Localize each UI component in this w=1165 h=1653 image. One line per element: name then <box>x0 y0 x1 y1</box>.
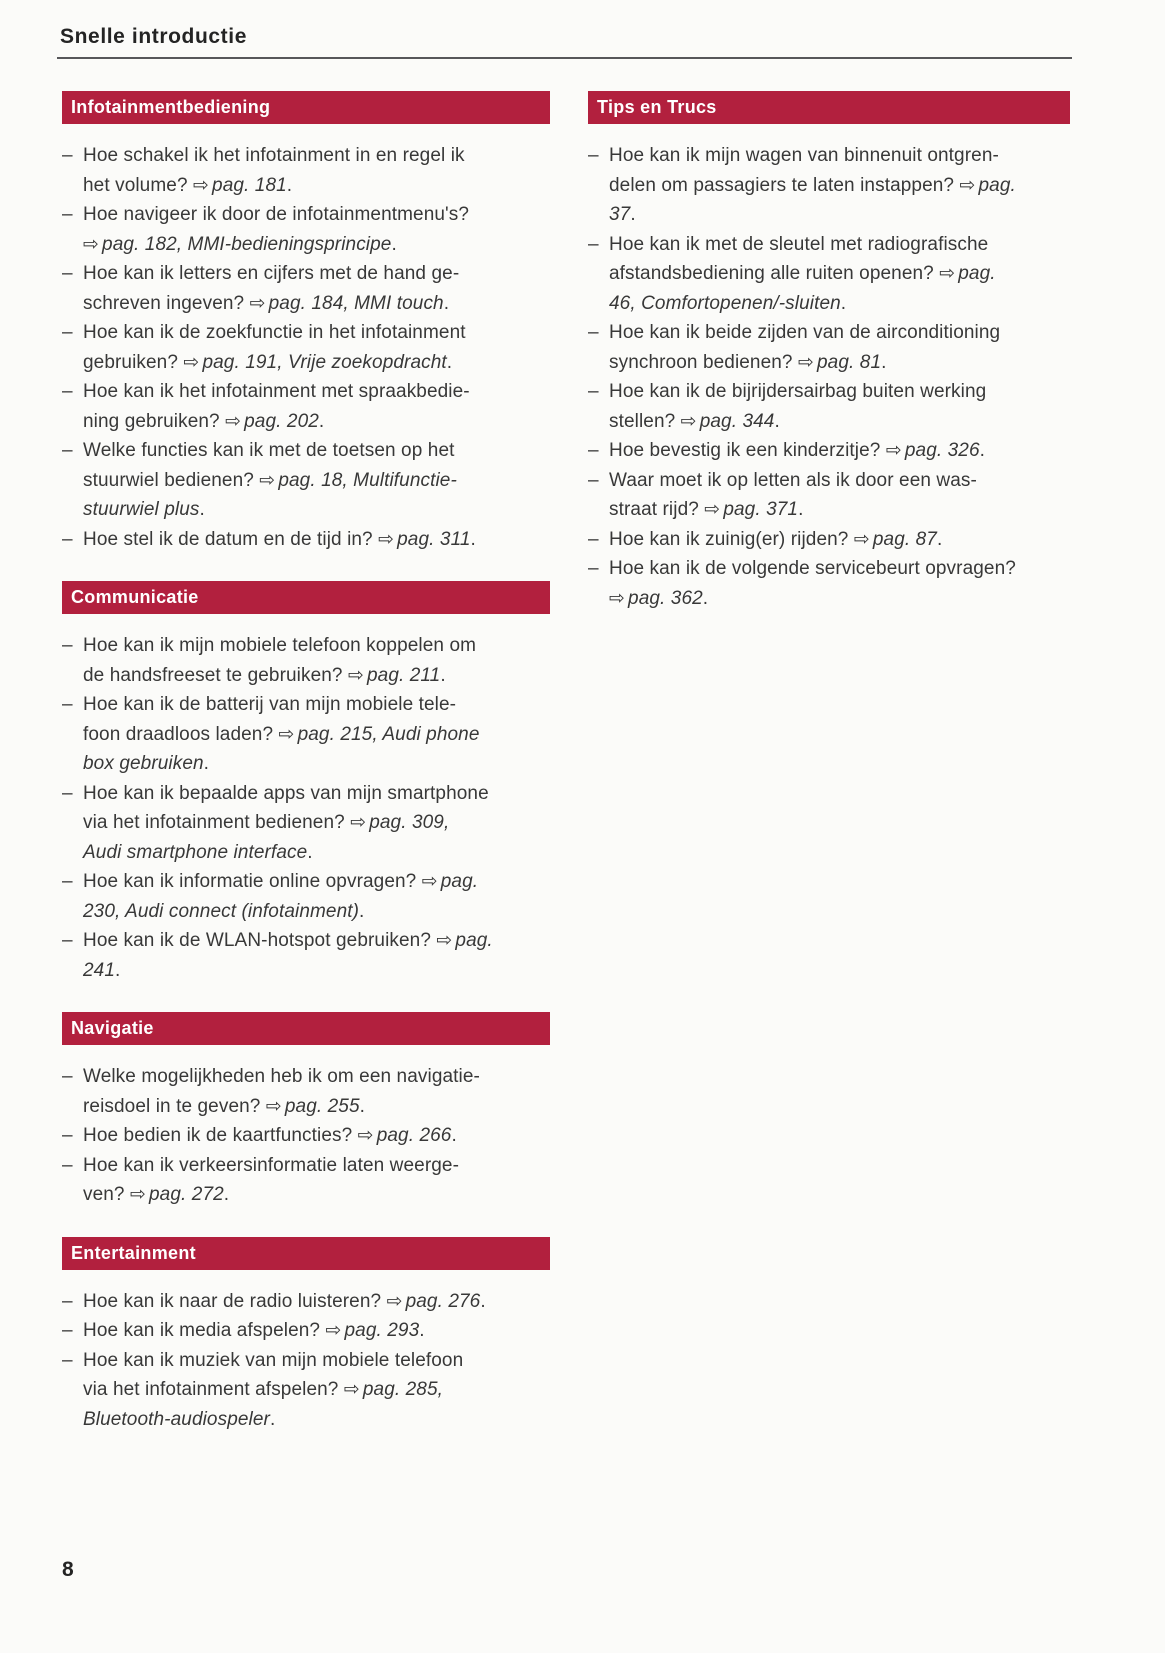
page-ref: pag. 293 <box>344 1320 420 1341</box>
item-line <box>609 141 1070 171</box>
item-text: Hoe kan ik de zoekfunctie in het infotainment <box>83 322 466 343</box>
toc-item <box>62 377 550 436</box>
toc-section <box>62 581 550 985</box>
item-text: gebruiken? <box>83 351 184 373</box>
item-text: via het infotainment bedienen? <box>83 812 351 833</box>
item-line <box>609 230 1070 260</box>
item-text: het volume? <box>83 174 193 196</box>
item-line <box>83 838 550 868</box>
item-line <box>83 897 550 927</box>
page-ref: box gebruiken <box>83 753 204 774</box>
item-bullet: – <box>62 1154 73 1176</box>
item-text: Hoe kan ik de bijrijdersairbag buiten werking <box>609 381 987 402</box>
item-text: de handsfreeset te gebruiken? <box>83 664 348 686</box>
item-line <box>83 230 550 260</box>
item-text: . <box>286 174 293 196</box>
item-line <box>83 200 550 230</box>
item-text: Hoe bedien ik de kaartfuncties? <box>83 1125 358 1146</box>
item-text: stuurwiel bedienen? <box>83 469 260 491</box>
item-text: . <box>440 664 446 686</box>
item-bullet: – <box>62 528 73 550</box>
item-line <box>609 584 1070 614</box>
page-ref: 37 <box>609 204 631 225</box>
toc-item <box>62 1151 550 1210</box>
toc-item <box>62 318 550 377</box>
page-ref: pag. 309, <box>369 812 450 833</box>
item-line <box>609 525 1070 555</box>
page-ref: Bluetooth-audiospeler <box>83 1408 270 1430</box>
item-line <box>83 808 550 838</box>
toc-item <box>62 1346 550 1435</box>
item-text: . <box>203 753 210 774</box>
toc-item <box>588 436 1070 466</box>
item-text: Hoe kan ik zuinig(er) rijden? <box>609 528 854 550</box>
page-ref-arrow-icon: ⇨ <box>225 409 242 432</box>
page-ref-arrow-icon: ⇨ <box>278 722 295 745</box>
toc-item <box>62 525 550 555</box>
page-ref: pag. 184, MMI touch <box>268 292 444 314</box>
item-line <box>83 377 550 407</box>
item-text: Welke functies kan ik met de toetsen op het <box>83 440 455 461</box>
item-text: . <box>318 410 325 432</box>
toc-list <box>62 631 550 985</box>
page-ref: pag. 255 <box>284 1095 360 1117</box>
page-ref: pag. 266 <box>376 1125 452 1146</box>
item-text: Hoe kan ik mijn mobiele telefoon koppelen om <box>83 635 477 656</box>
item-line <box>609 377 1070 407</box>
item-text: Hoe kan ik mijn wagen van binnenuit ontgren- <box>609 145 999 166</box>
toc-section <box>588 91 1070 613</box>
item-text: Hoe stel ik de datum en de tijd in? <box>83 528 379 550</box>
item-text: . <box>979 440 986 461</box>
item-text: foon draadloos laden? <box>83 723 279 745</box>
item-line <box>83 1151 550 1181</box>
item-text: stellen? <box>609 410 681 432</box>
item-line <box>83 1375 550 1405</box>
item-text: Hoe kan ik letters en cijfers met de hand ge- <box>83 263 460 284</box>
item-line <box>83 466 550 496</box>
item-text: . <box>419 1320 425 1341</box>
page-ref: pag. 81 <box>817 351 882 373</box>
item-bullet: – <box>62 381 73 402</box>
page-ref-arrow-icon: ⇨ <box>378 527 395 550</box>
item-text: Hoe navigeer ik door de infotainmentmenu's? <box>83 204 470 225</box>
page-ref: pag. <box>455 930 493 951</box>
item-line <box>83 407 550 437</box>
item-text: Waar moet ik op letten als ik door een was- <box>609 469 977 491</box>
item-bullet: – <box>62 1125 73 1146</box>
page-ref-arrow-icon: ⇨ <box>853 527 870 550</box>
item-text: straat rijd? <box>609 499 705 520</box>
item-text: Hoe kan ik beide zijden van de airconditioning <box>609 322 1001 343</box>
item-bullet: – <box>62 1290 73 1312</box>
item-line <box>83 1062 550 1092</box>
item-text: . <box>630 204 636 225</box>
item-line <box>83 867 550 897</box>
item-bullet: – <box>62 145 73 166</box>
item-line <box>83 779 550 809</box>
item-text: . <box>269 1408 276 1430</box>
item-text: . <box>223 1184 230 1205</box>
section-header-bar <box>62 91 550 124</box>
item-line <box>83 1287 550 1317</box>
toc-item <box>62 1316 550 1346</box>
item-text: Hoe kan ik de batterij van mijn mobiele tele- <box>83 694 457 715</box>
item-bullet: – <box>62 1066 73 1087</box>
page-ref: pag. 211 <box>367 664 441 686</box>
item-bullet: – <box>588 233 599 255</box>
item-text: . <box>446 351 453 373</box>
page-ref: 46, Comfortopenen/-sluiten <box>609 292 841 314</box>
page-ref: pag. 191, Vrije zoekopdracht <box>202 351 447 373</box>
toc-item <box>62 1062 550 1121</box>
page-ref-arrow-icon: ⇨ <box>885 439 902 461</box>
page-number: 8 <box>62 1558 74 1581</box>
item-bullet: – <box>588 145 599 166</box>
page-ref: pag. 311 <box>397 528 471 550</box>
item-line <box>83 631 550 661</box>
item-text: Hoe kan ik verkeersinformatie laten weerge- <box>83 1154 460 1176</box>
toc-item <box>588 141 1070 230</box>
page-ref: pag. 362 <box>628 587 703 609</box>
toc-item <box>588 525 1070 555</box>
page-ref-arrow-icon: ⇨ <box>436 929 453 951</box>
item-line <box>83 690 550 720</box>
toc-list <box>62 1062 550 1210</box>
page-ref: 230, Audi connect (infotainment) <box>83 900 360 922</box>
toc-item <box>62 436 550 525</box>
item-line <box>609 289 1070 319</box>
item-text: afstandsbediening alle ruiten openen? <box>609 263 940 284</box>
item-bullet: – <box>62 263 73 284</box>
page-ref-arrow-icon: ⇨ <box>704 498 721 520</box>
item-line <box>609 318 1070 348</box>
item-text: Hoe kan ik de volgende servicebeurt opvragen? <box>609 558 1016 579</box>
item-text: . <box>774 410 780 432</box>
item-line <box>83 436 550 466</box>
toc-item <box>62 690 550 779</box>
item-text: . <box>881 351 887 373</box>
section-header-bar <box>588 91 1070 124</box>
page-ref: pag. 326 <box>904 440 980 461</box>
item-text: . <box>936 528 943 550</box>
item-bullet: – <box>588 381 599 402</box>
page-ref: pag. <box>978 174 1016 196</box>
item-line <box>83 525 550 555</box>
item-bullet: – <box>62 1349 73 1371</box>
item-text: reisdoel in te geven? <box>83 1095 266 1117</box>
column-right <box>588 91 1070 613</box>
section-title: Communicatie <box>71 587 199 607</box>
page-ref: pag. 181 <box>212 174 287 196</box>
page-ref: pag. 371 <box>723 499 799 520</box>
item-bullet: – <box>588 322 599 343</box>
page-ref: Audi smartphone interface <box>83 841 308 863</box>
item-text: ning gebruiken? <box>83 410 226 432</box>
page-ref: pag. 272 <box>149 1184 224 1205</box>
item-line <box>83 720 550 750</box>
page-ref-arrow-icon: ⇨ <box>939 262 956 284</box>
item-text: Hoe kan ik informatie online opvragen? <box>83 871 422 892</box>
item-text: . <box>391 233 397 255</box>
item-text: . <box>199 499 205 520</box>
item-text: . <box>115 959 121 981</box>
page-ref: 241 <box>83 959 116 981</box>
toc-item <box>588 230 1070 319</box>
item-line <box>83 1121 550 1151</box>
toc-item <box>62 141 550 200</box>
toc-list <box>62 1287 550 1435</box>
item-line <box>83 956 550 986</box>
section-title: Navigatie <box>71 1018 154 1038</box>
page-ref: stuurwiel plus <box>83 499 200 520</box>
item-text: . <box>470 528 476 550</box>
item-bullet: – <box>62 871 73 892</box>
item-text: Hoe kan ik media afspelen? <box>83 1320 326 1341</box>
toc-section <box>62 91 550 554</box>
item-text: Hoe kan ik de WLAN-hotspot gebruiken? <box>83 930 437 951</box>
page-ref: pag. 344 <box>699 410 775 432</box>
toc-item <box>588 377 1070 436</box>
item-bullet: – <box>588 469 599 491</box>
item-line <box>609 171 1070 201</box>
page-ref-arrow-icon: ⇨ <box>797 350 815 373</box>
item-text: Hoe bevestig ik een kinderzitje? <box>609 440 886 461</box>
page-ref-arrow-icon: ⇨ <box>421 870 438 892</box>
item-line <box>83 1316 550 1346</box>
item-bullet: – <box>62 635 73 656</box>
page-ref-arrow-icon: ⇨ <box>357 1124 374 1146</box>
item-text: . <box>480 1290 486 1312</box>
item-line <box>609 407 1070 437</box>
item-line <box>609 495 1070 525</box>
section-header-bar <box>62 581 550 614</box>
section-title: Tips en Trucs <box>597 97 717 117</box>
item-line <box>609 436 1070 466</box>
item-line <box>83 926 550 956</box>
page-ref-arrow-icon: ⇨ <box>609 586 626 609</box>
item-text: . <box>451 1125 457 1146</box>
toc-section <box>62 1012 550 1210</box>
item-bullet: – <box>62 322 73 343</box>
item-line <box>83 1092 550 1122</box>
item-text: Hoe kan ik naar de radio luisteren? <box>83 1290 387 1312</box>
item-bullet: – <box>62 1320 73 1341</box>
item-line <box>83 348 550 378</box>
page-ref-arrow-icon: ⇨ <box>83 232 100 255</box>
item-text: . <box>307 841 313 863</box>
page-ref-arrow-icon: ⇨ <box>265 1094 282 1117</box>
toc-item <box>62 1121 550 1151</box>
item-line <box>83 171 550 201</box>
header-divider <box>57 57 1072 59</box>
page-ref: pag. 182, MMI-bedieningsprincipe <box>102 233 392 255</box>
item-text: Hoe schakel ik het infotainment in en regel ik <box>83 145 465 166</box>
item-line <box>83 259 550 289</box>
page-ref-arrow-icon: ⇨ <box>325 1319 342 1341</box>
toc-list <box>62 141 550 554</box>
item-text: . <box>359 900 365 922</box>
item-bullet: – <box>588 528 599 550</box>
item-text: Hoe kan ik muziek van mijn mobiele telefoon <box>83 1349 464 1371</box>
item-text: delen om passagiers te laten instappen? <box>609 174 960 196</box>
page-ref-arrow-icon: ⇨ <box>129 1183 147 1205</box>
item-text: synchroon bedienen? <box>609 351 798 373</box>
item-line <box>83 1346 550 1376</box>
page-ref: pag. 18, Multifunctie- <box>278 469 457 491</box>
page-ref: pag. 202 <box>244 410 319 432</box>
item-text: ven? <box>83 1184 130 1205</box>
item-bullet: – <box>62 930 73 951</box>
page-ref-arrow-icon: ⇨ <box>183 350 200 373</box>
item-line <box>609 200 1070 230</box>
item-text: Hoe kan ik het infotainment met spraakbedie- <box>83 381 470 402</box>
page-ref: pag. 215, Audi phone <box>297 723 480 745</box>
item-bullet: – <box>62 782 73 804</box>
toc-item <box>62 926 550 985</box>
toc-item <box>62 200 550 259</box>
item-line <box>609 259 1070 289</box>
item-line <box>83 495 550 525</box>
toc-item <box>62 779 550 868</box>
item-text: schreven ingeven? <box>83 292 250 314</box>
page-ref: pag. 276 <box>405 1290 481 1312</box>
toc-item <box>588 466 1070 525</box>
item-line <box>83 1405 550 1435</box>
page-ref: pag. 285, <box>362 1379 443 1400</box>
page-ref: pag. <box>958 263 996 284</box>
page-ref-arrow-icon: ⇨ <box>343 1378 360 1400</box>
toc-item <box>588 318 1070 377</box>
item-line <box>83 749 550 779</box>
item-line <box>609 554 1070 584</box>
toc-section <box>62 1237 550 1435</box>
page-ref: pag. 87 <box>872 528 937 550</box>
item-line <box>609 348 1070 378</box>
item-bullet: – <box>62 440 73 461</box>
toc-item <box>62 1287 550 1317</box>
section-title: Infotainmentbediening <box>71 97 271 117</box>
toc-item <box>588 554 1070 613</box>
toc-item <box>62 867 550 926</box>
item-text: . <box>798 499 804 520</box>
item-line <box>609 466 1070 496</box>
page-ref-arrow-icon: ⇨ <box>259 468 276 491</box>
toc-list <box>588 141 1070 613</box>
item-bullet: – <box>62 204 73 225</box>
page-ref-arrow-icon: ⇨ <box>386 1289 403 1312</box>
page-title: Snelle introductie <box>60 25 247 48</box>
toc-item <box>62 259 550 318</box>
page-ref-arrow-icon: ⇨ <box>350 811 367 833</box>
toc-item <box>62 631 550 690</box>
item-line <box>83 661 550 691</box>
section-header-bar <box>62 1012 550 1045</box>
item-text: . <box>840 292 847 314</box>
item-bullet: – <box>62 694 73 715</box>
item-line <box>83 1180 550 1210</box>
section-header-bar <box>62 1237 550 1270</box>
item-line <box>83 289 550 319</box>
item-text: Welke mogelijkheden heb ik om een navigatie- <box>83 1066 480 1087</box>
item-text: via het infotainment afspelen? <box>83 1379 344 1400</box>
item-line <box>83 318 550 348</box>
page-ref: pag. <box>440 871 479 892</box>
page-ref-arrow-icon: ⇨ <box>193 173 210 196</box>
item-text: Hoe kan ik bepaalde apps van mijn smartphone <box>83 782 489 804</box>
item-text: Hoe kan ik met de sleutel met radiografische <box>609 233 989 255</box>
section-title: Entertainment <box>71 1242 196 1263</box>
page-ref-arrow-icon: ⇨ <box>959 173 976 196</box>
item-text: . <box>359 1095 366 1117</box>
item-line <box>83 141 550 171</box>
page-ref-arrow-icon: ⇨ <box>680 409 697 432</box>
item-bullet: – <box>588 558 599 579</box>
item-text: . <box>702 587 709 609</box>
item-text: . <box>443 292 450 314</box>
page-ref-arrow-icon: ⇨ <box>249 291 266 314</box>
column-left <box>62 91 550 1434</box>
item-bullet: – <box>588 440 599 461</box>
page-ref-arrow-icon: ⇨ <box>347 663 364 686</box>
